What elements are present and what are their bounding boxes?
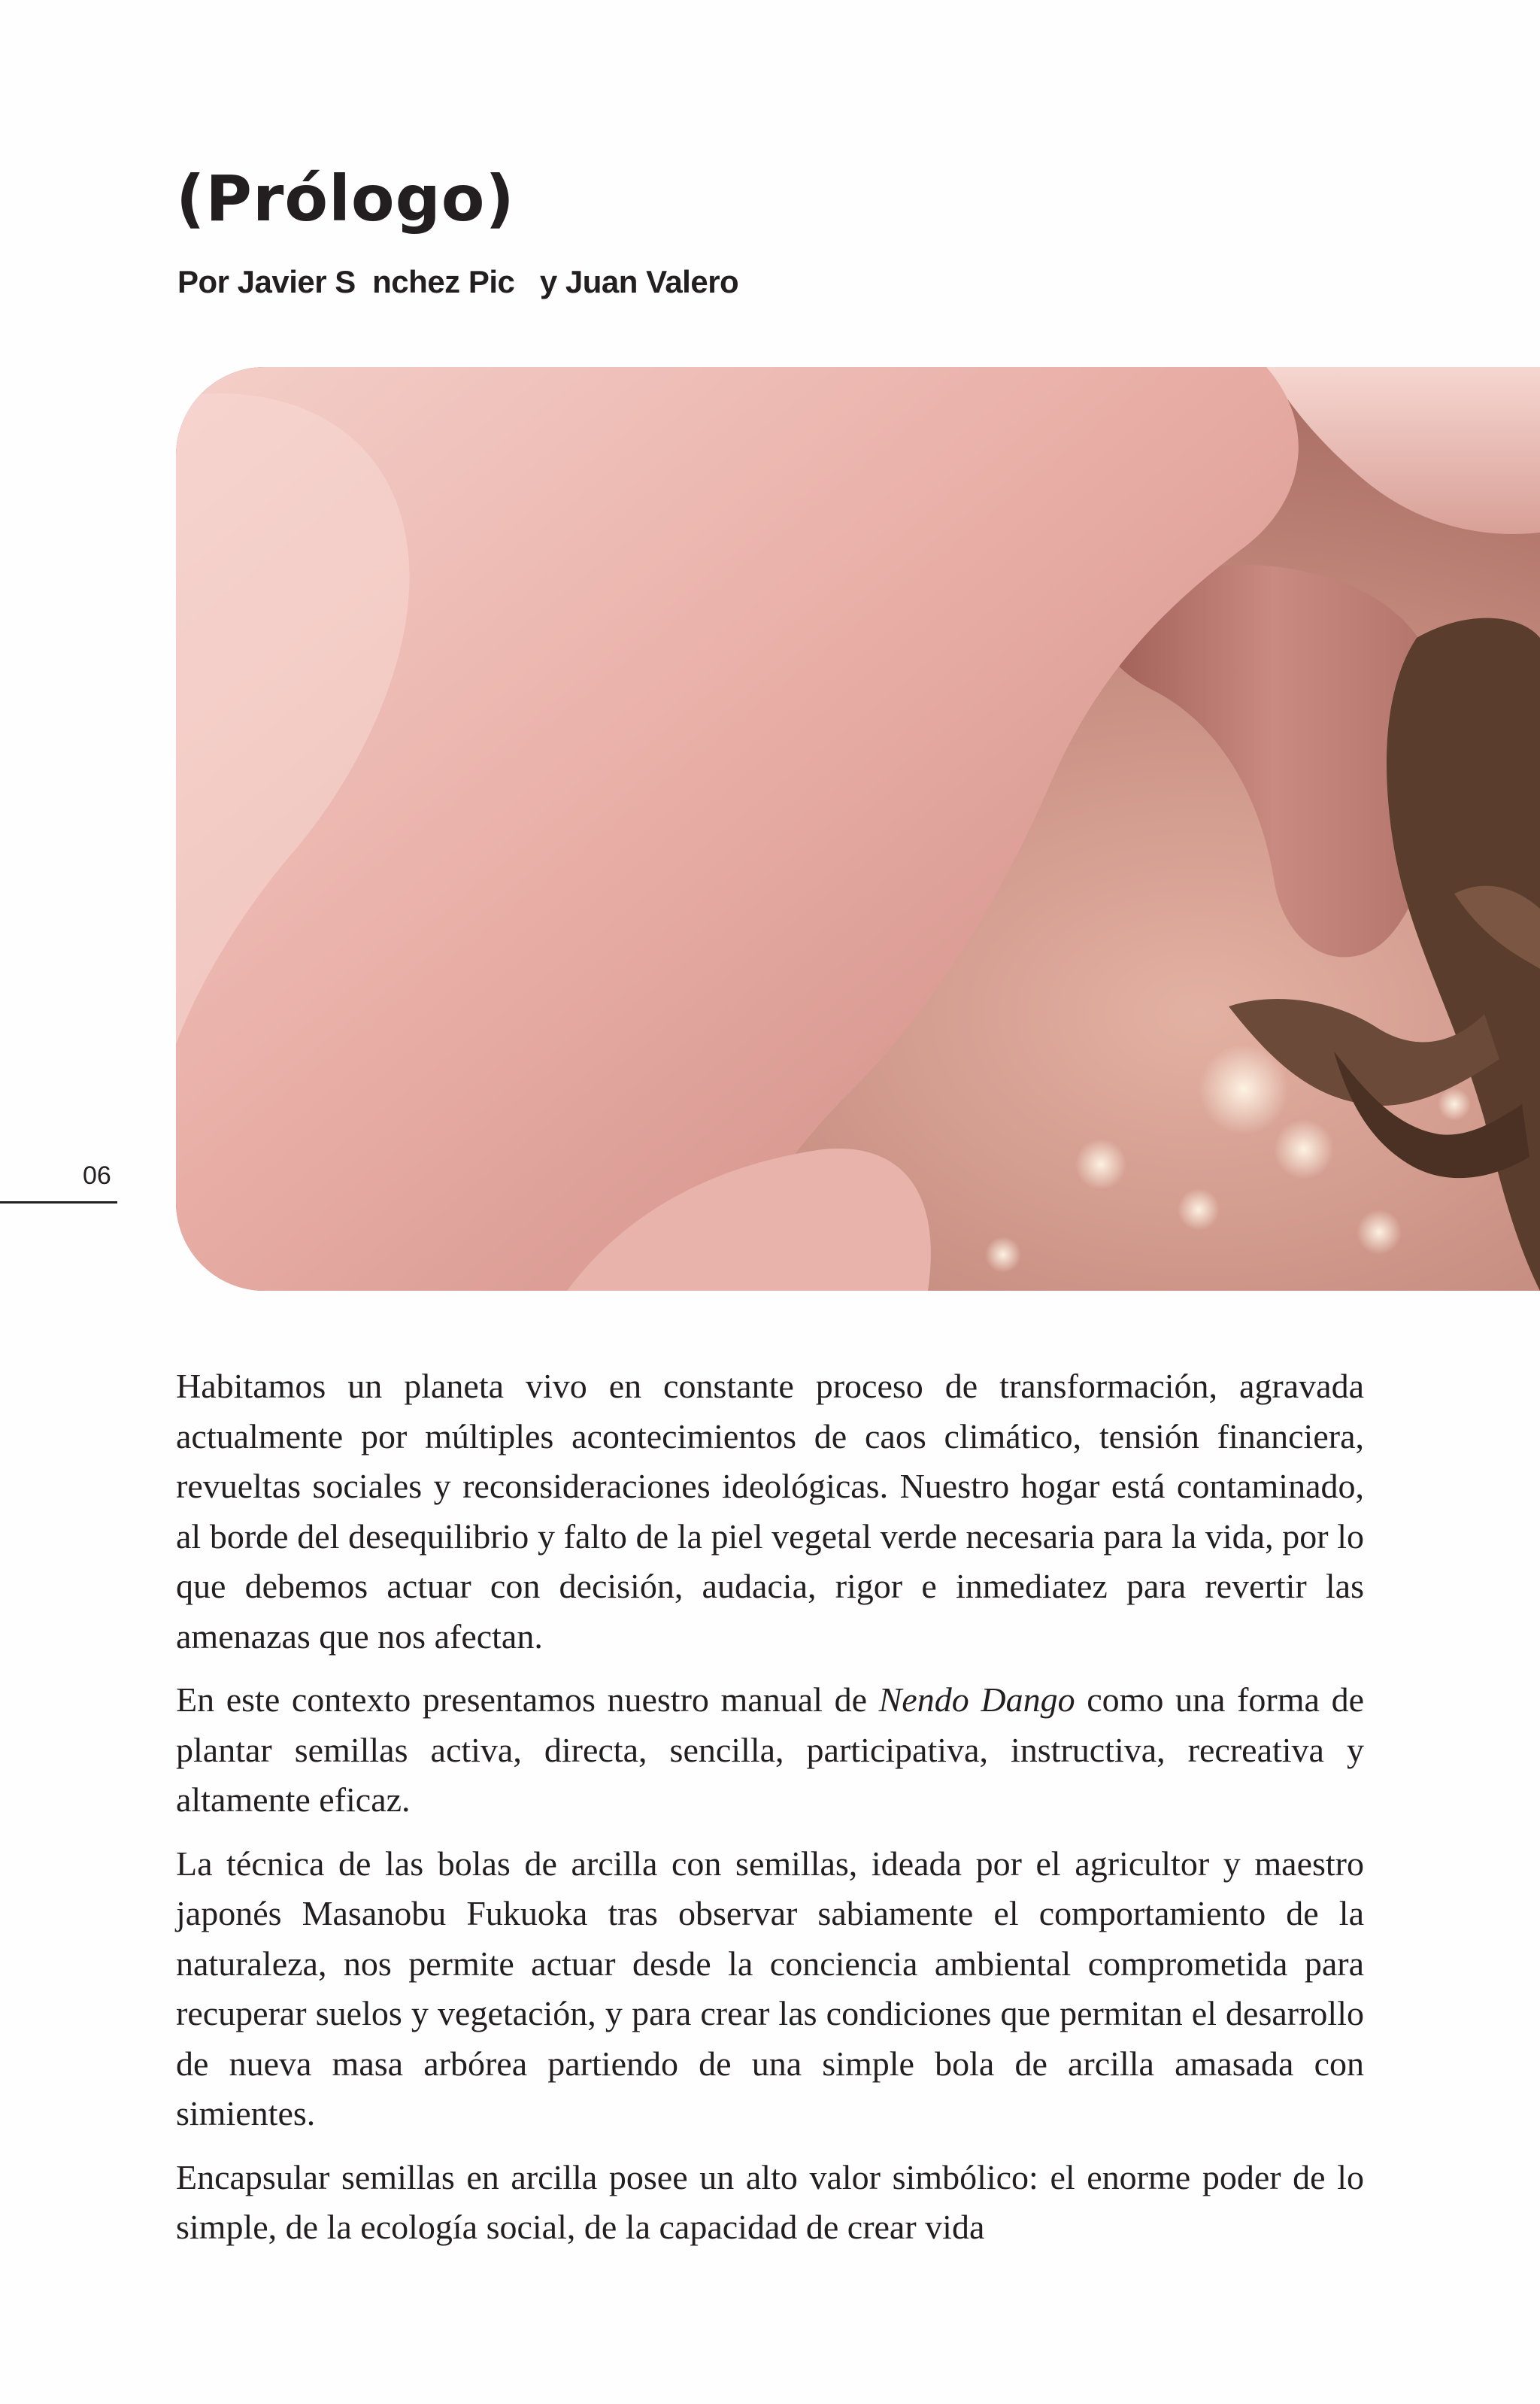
page-title: (Prólogo) xyxy=(176,162,515,235)
body-text xyxy=(176,1361,1364,2266)
paragraph-3: La técnica de las bolas de arcilla con semillas, ideada por el agricultor y maestro japonés Masanobu Fukuoka tras observar sabiamente el comportamiento de la naturaleza, nos permite actuar desde la conciencia ambiental comprometida para recuperar suelos y vegetación, y para crear las condiciones que permitan el desarrollo de nueva masa arbórea partiendo de una simple bola de arcilla amasada con simientes. xyxy=(176,1844,1364,2132)
page-number-rule xyxy=(0,1201,117,1204)
paragraph-1: Habitamos un planeta vivo en constante proceso de transformación, agravada actualmente por múltiples acontecimientos de caos climático, tensión financiera, revueltas sociales y reconsideraciones ideológicas. Nuestro hogar está contaminado, al borde del desequilibrio y falto de la piel vegetal verde necesaria para la vida, por lo que debemos actuar con decisión, audacia, rigor e inmediatez para revertir las amenazas que nos afectan. xyxy=(176,1367,1364,1656)
page-number: 06 xyxy=(83,1161,111,1190)
paragraph-2-start: En este contexto presentamos nuestro manual de xyxy=(176,1680,879,1719)
paragraph-4: Encapsular semillas en arcilla posee un alto valor simbólico: el enorme poder de lo simple, de la ecología social, de la capacidad de crear vida xyxy=(176,2157,1364,2246)
paragraph-2-end: como una forma de plantar semillas activa, directa, sencilla, participativa, instructiva, recreativa y altamente eficaz. xyxy=(176,1680,1365,1819)
hero-photo xyxy=(176,367,1540,1291)
hand-holding-seed-ball-photo xyxy=(176,367,1540,1291)
paragraph-2-title: Nendo Dango xyxy=(878,1680,1075,1719)
paragraph-2 xyxy=(176,1675,1364,1826)
byline: Por Javier S nchez Pic y Juan Valero xyxy=(177,264,739,299)
